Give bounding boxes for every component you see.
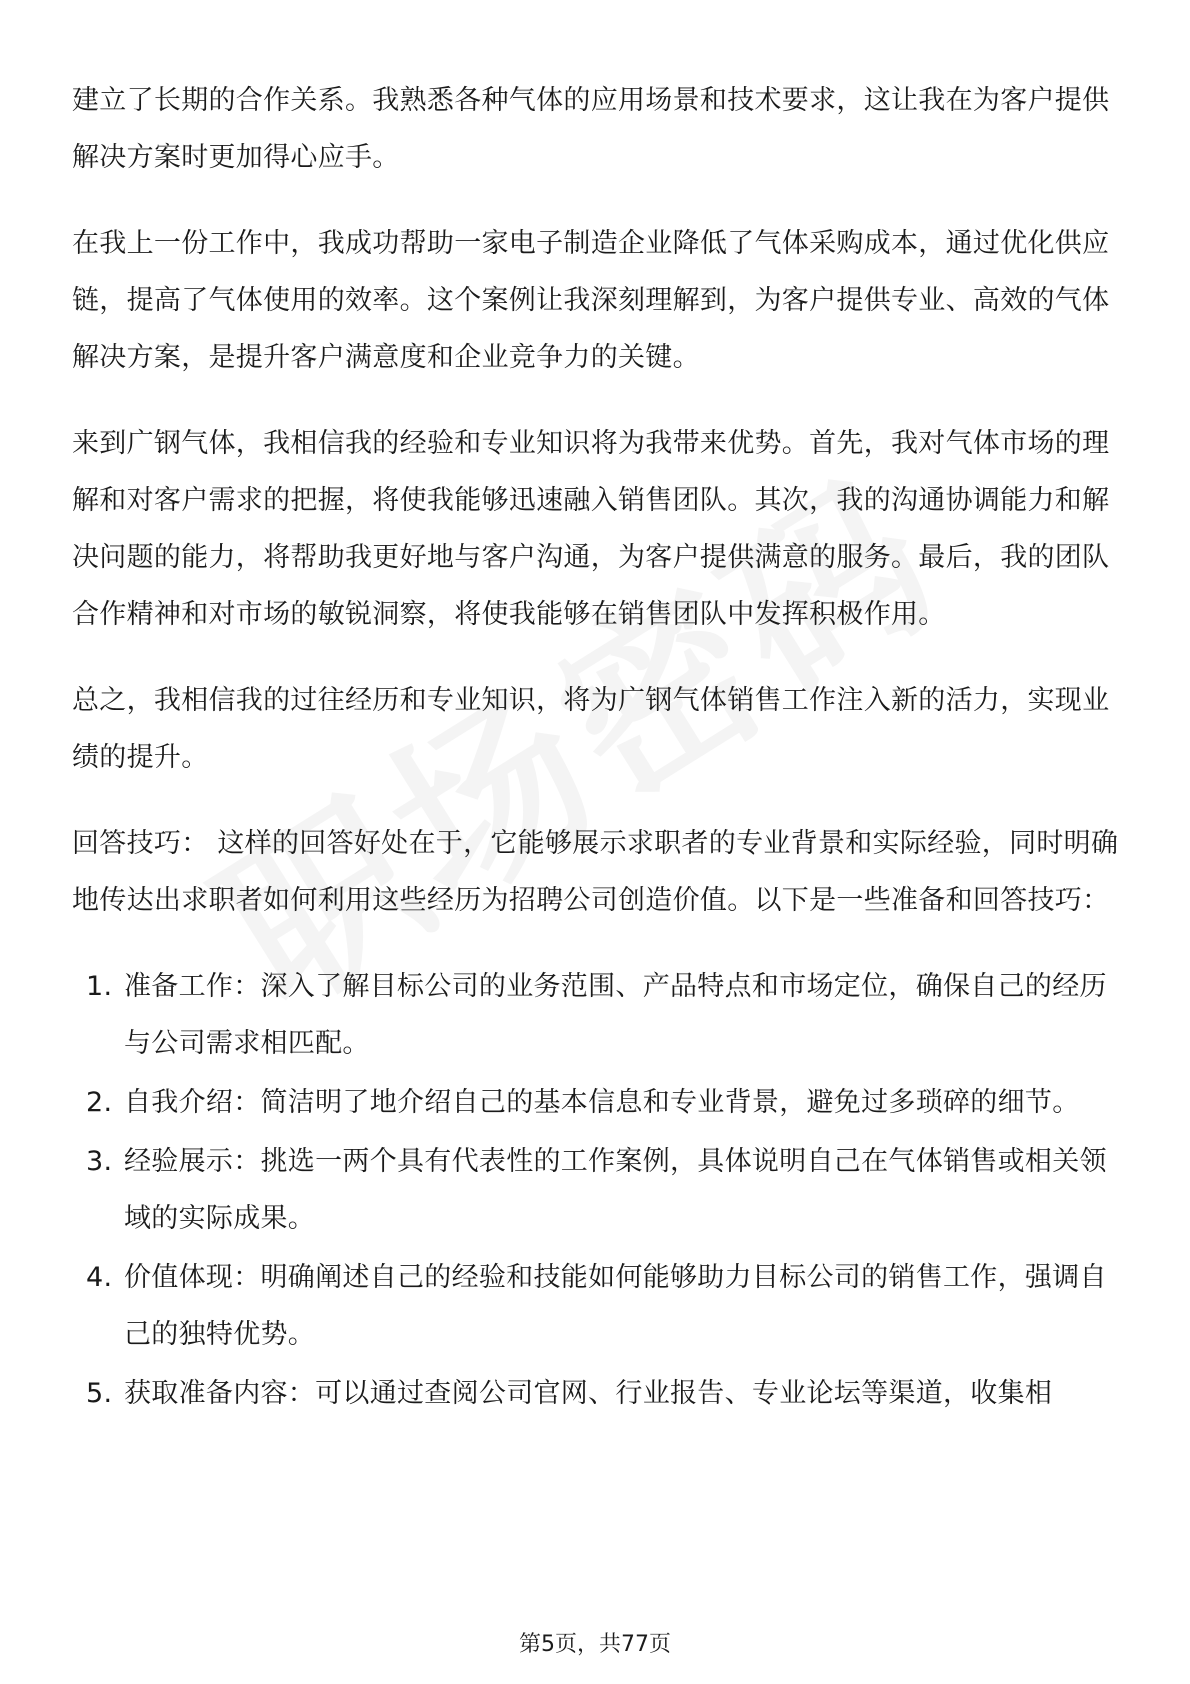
paragraph-1: 建立了长期的合作关系。我熟悉各种气体的应用场景和技术要求，这让我在为客户提供解决方案时更加得心应手。 [72,85,1110,173]
list-item-number: 2. [86,1087,113,1118]
list-item [72,1249,1122,1363]
list-item-text: 价值体现：明确阐述自己的经验和技能如何能够助力目标公司的销售工作，强调自己的独特优势。 [124,1262,1107,1350]
list-item [72,1133,1122,1247]
page-content [72,72,1122,1424]
paragraph-3: 来到广钢气体，我相信我的经验和专业知识将为我带来优势。首先，我对气体市场的理解和对客户需求的把握，将使我能够迅速融入销售团队。其次，我的沟通协调能力和解决问题的能力，将帮助我更好地与客户沟通，为客户提供满意的服务。最后，我的团队合作精神和对市场的敏锐洞察，将使我能够在销售团队中发挥积极作用。 [72,428,1110,630]
list-item [72,1365,1122,1422]
list-item-text: 准备工作：深入了解目标公司的业务范围、产品特点和市场定位，确保自己的经历与公司需求相匹配。 [124,971,1107,1059]
paragraph-2: 在我上一份工作中，我成功帮助一家电子制造企业降低了气体采购成本，通过优化供应链，提高了气体使用的效率。这个案例让我深刻理解到，为客户提供专业、高效的气体解决方案，是提升客户满意度和企业竞争力的关键。 [72,228,1110,373]
list-item [72,958,1122,1072]
list-item [72,1074,1122,1131]
tips-list [72,958,1122,1422]
list-item-number: 5. [86,1378,113,1409]
list-item-text: 获取准备内容：可以通过查阅公司官网、行业报告、专业论坛等渠道，收集相 [124,1378,1053,1409]
list-item-number: 4. [86,1262,113,1293]
list-item-text: 自我介绍：简洁明了地介绍自己的基本信息和专业背景，避免过多琐碎的细节。 [124,1087,1080,1118]
list-item-text: 经验展示：挑选一两个具有代表性的工作案例，具体说明自己在气体销售或相关领域的实际成果。 [124,1146,1107,1234]
list-item-number: 1. [86,971,113,1002]
paragraph-answer-tips: 回答技巧： 这样的回答好处在于，它能够展示求职者的专业背景和实际经验，同时明确地传达出求职者如何利用这些经历为招聘公司创造价值。以下是一些准备和回答技巧： [72,828,1119,916]
list-item-number: 3. [86,1146,113,1177]
paragraph-4: 总之，我相信我的过往经历和专业知识，将为广钢气体销售工作注入新的活力，实现业绩的提升。 [72,685,1110,773]
page-number-footer: 第5页，共77页 [519,1632,671,1657]
